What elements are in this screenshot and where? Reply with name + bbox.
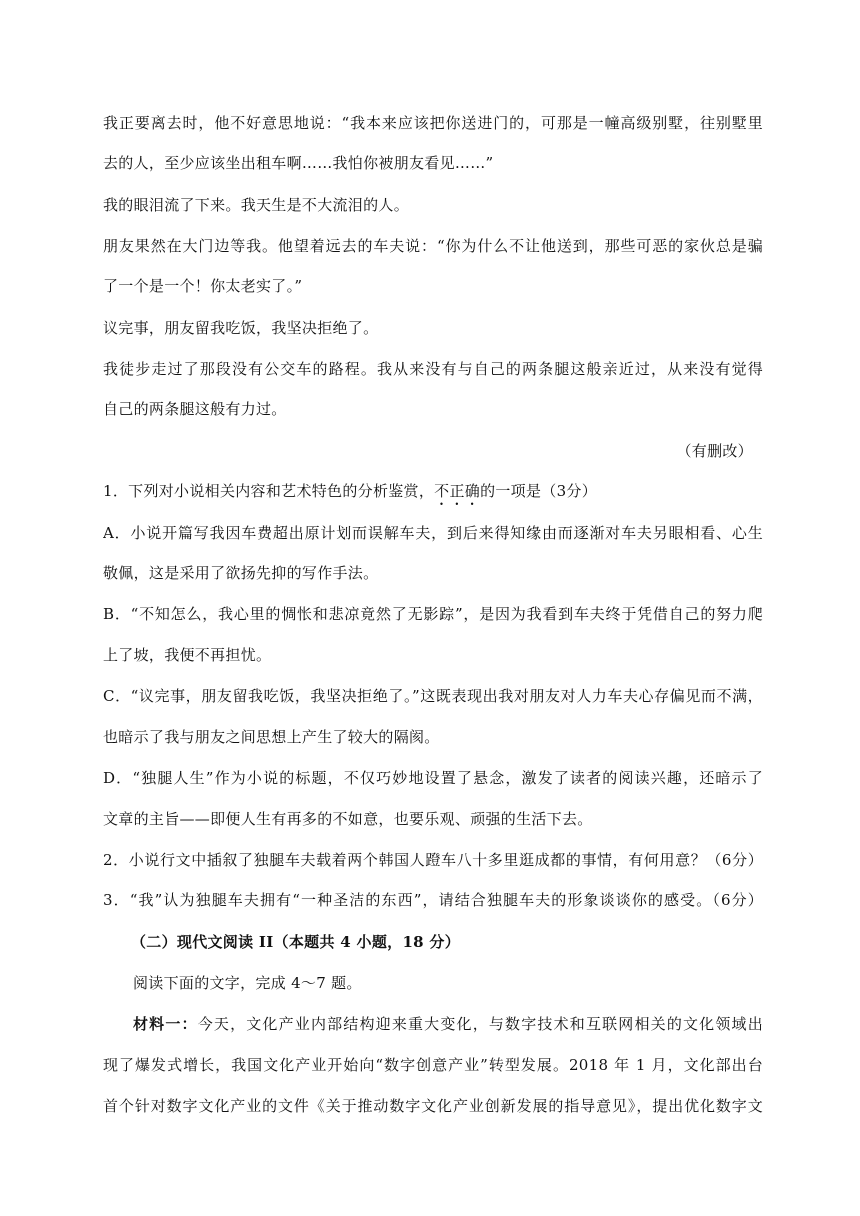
question-3: 3．“我”认为独腿车夫拥有“一种圣洁的东西”，请结合独腿车夫的形象谈谈你的感受。（6分） [103, 891, 763, 909]
question-1-suffix: 的一项是（3分） [480, 482, 598, 500]
story-paragraph-2: 我的眼泪流了下来。我天生是不大流泪的人。 [103, 196, 410, 214]
story-paragraph-1-line-1: 我正要离去时，他不好意思地说：“我本来应该把你送进门的，可那是一幢高级别墅，往别墅里 [103, 114, 763, 132]
material-1-line-2: 现了爆发式增长，我国文化产业开始向“数字创意产业”转型发展。2018 年 1 月，文化部出台 [103, 1056, 763, 1074]
material-1-label: 材料一： [133, 1015, 198, 1033]
question-1-emphasis: 不正确 [434, 482, 481, 500]
section-2-instruction: 阅读下面的文字，完成 4～7 题。 [133, 974, 362, 992]
story-paragraph-1-line-2: 去的人，至少应该坐出租车啊……我怕你被朋友看见……” [103, 154, 494, 172]
option-b-line-2: 上了坡，我便不再担忧。 [103, 646, 272, 664]
story-paragraph-5-line-1: 我徒步走过了那段没有公交车的路程。我从来没有与自己的两条腿这般亲近过，从来没有觉得 [103, 360, 763, 378]
material-1-line-1 [133, 1014, 763, 1034]
question-2: 2．小说行文中插叙了独腿车夫载着两个韩国人蹬车八十多里逛成都的事情，有何用意？（6分） [103, 851, 763, 869]
question-1-prefix: 1．下列对小说相关内容和艺术特色的分析鉴赏， [103, 482, 435, 500]
option-b-line-1: B．“不知怎么，我心里的惆怅和悲凉竟然了无影踪”，是因为我看到车夫终于凭借自己的努力爬 [103, 605, 763, 623]
material-1-text: 今天，文化产业内部结构迎来重大变化，与数字技术和互联网相关的文化领域出 [197, 1015, 763, 1033]
option-c-line-1: C．“议完事，朋友留我吃饭，我坚决拒绝了。”这既表现出我对朋友对人力车夫心存偏见而不满， [103, 687, 763, 705]
option-d-line-1: D．“独腿人生”作为小说的标题，不仅巧妙地设置了悬念，激发了读者的阅读兴趣，还暗示了 [103, 769, 763, 787]
material-1-line-3: 首个针对数字文化产业的文件《关于推动数字文化产业创新发展的指导意见》，提出优化数字文 [103, 1097, 763, 1115]
option-d-line-2: 文章的主旨——即便人生有再多的不如意，也要乐观、顽强的生活下去。 [103, 810, 593, 828]
option-a-line-2: 敬佩，这是采用了欲扬先抑的写作手法。 [103, 564, 379, 582]
section-2-heading: （二）现代文阅读 II（本题共 4 小题，18 分） [131, 933, 461, 951]
option-c-line-2: 也暗示了我与朋友之间思想上产生了较大的隔阂。 [103, 728, 440, 746]
story-paragraph-3-line-1: 朋友果然在大门边等我。他望着远去的车夫说：“你为什么不让他送到，那些可恶的家伙总是骗 [103, 237, 763, 255]
story-paragraph-3-line-2: 了一个是一个！你太老实了。” [103, 277, 303, 295]
question-1 [103, 481, 763, 509]
edit-note: （有删改） [676, 442, 753, 460]
story-paragraph-4: 议完事，朋友留我吃饭，我坚决拒绝了。 [103, 319, 379, 337]
option-a-line-1: A．小说开篇写我因车费超出原计划而误解车夫，到后来得知缘由而逐渐对车夫另眼相看、心生 [103, 524, 763, 542]
story-paragraph-5-line-2: 自己的两条腿这般有力过。 [103, 400, 287, 418]
